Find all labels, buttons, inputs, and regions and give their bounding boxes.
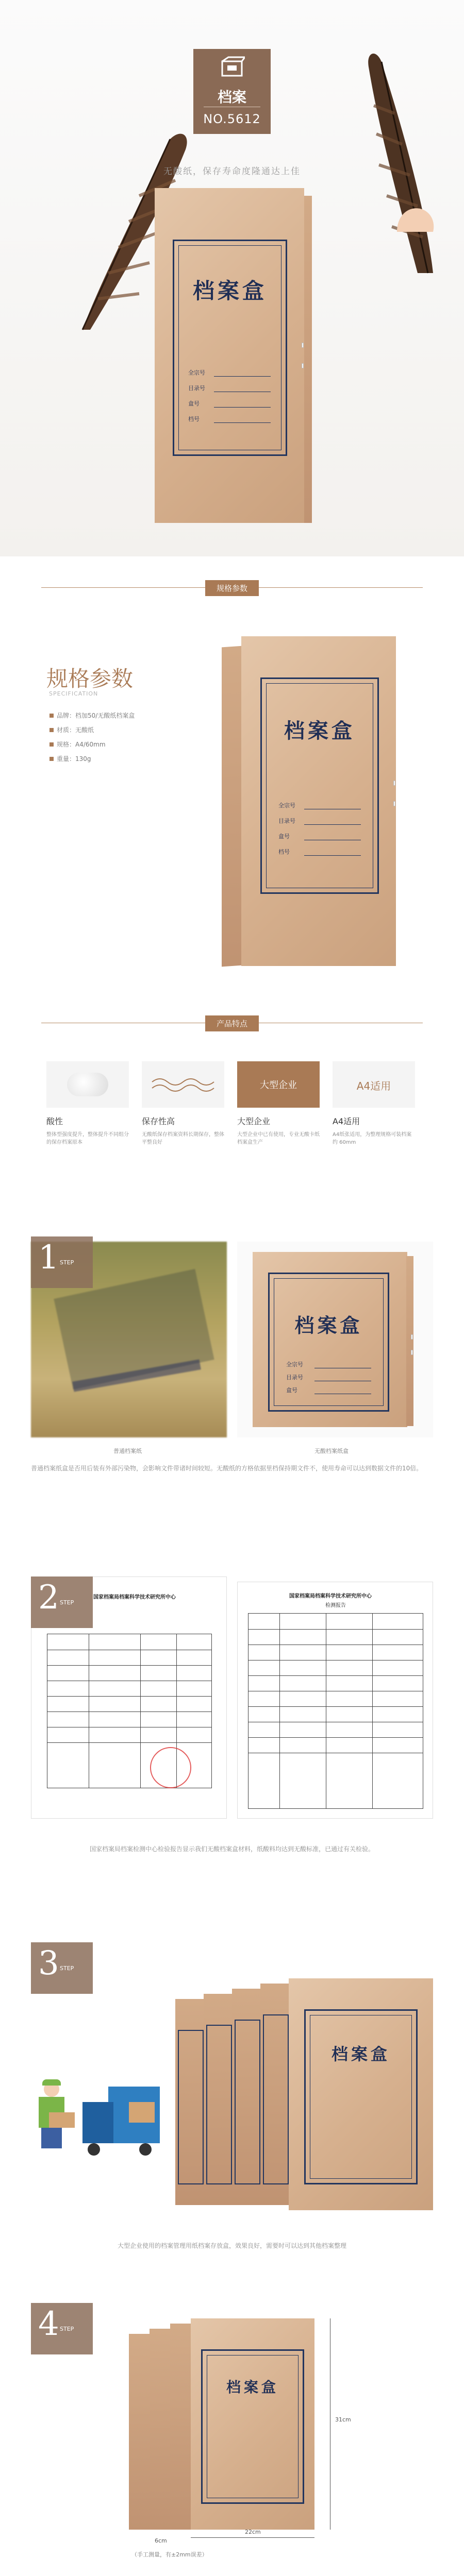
red-stamp-icon [150,1747,191,1788]
step3-section [0,1942,464,2282]
enterprise-tile-label: 大型企业 [260,1080,297,1091]
step2-badge [31,1577,93,1628]
spec-subtitle: SPECIFICATION [49,690,98,697]
cotton-icon [46,1061,129,1108]
feature-desc-2: 无酸纸保存档案资料长期保存，整体平整良好 [142,1132,224,1145]
logo-label: 档案 [217,89,246,106]
step4-label: STEP [60,2326,74,2332]
feature-card-3 [237,1061,327,1146]
feather-quill-right-icon [351,41,454,278]
step1-field-2: 目录号 [286,1374,303,1381]
feature-card-2 [142,1061,232,1146]
feature-desc-1: 整体型强度提升，整体提升不同组分的保存档案原本 [46,1132,129,1145]
step4-note: （手工测量，有±2mm误差） [131,2551,208,2558]
spec-row-3: 规格：A4/60mm [49,740,106,749]
feature-title-1: 酸性 [46,1116,63,1126]
step4-box-title: 档案盒 [226,2379,279,2396]
step3-desc: 大型企业使用的档案管理用纸档案存放盒，效果良好，需要时可以达到其他档案整理 [117,2242,346,2249]
step2-label: STEP [60,1599,74,1606]
stacked-boxes [175,1978,443,2221]
report-left-title: 国家档案局档案科学技术研究所中心 [93,1595,176,1600]
step1-label: STEP [60,1259,74,1266]
step2-section [0,1577,464,1917]
step4-number: 4 [38,2305,59,2343]
dim-height: 31cm [335,2416,351,2423]
hero-product-box [155,188,309,523]
step3-label: STEP [60,1965,74,1972]
box-logo-icon [219,56,245,78]
model-number: NO.5612 [203,112,261,126]
acid-free-box-image [237,1242,433,1437]
step1-badge [31,1236,93,1288]
dim-depth: 6cm [155,2537,167,2544]
step3-box-title: 档案盒 [331,2044,390,2064]
hero-box-title: 档案盒 [192,278,267,303]
hero-slogan: 无酸纸，保存寿命度隆通达上佳 [163,166,301,177]
test-report-right [237,1582,433,1819]
step1-right-caption: 无酸档案纸盒 [314,1448,349,1454]
a4-tile [333,1061,415,1108]
step1-number: 1 [38,1239,59,1277]
hero-field-4: 档号 [188,416,200,422]
spec-tag: 规格参数 [205,580,259,596]
spec-row-1: 品牌：档加50/无酸纸档案盒 [49,711,135,720]
worker-figure-icon [31,2081,72,2154]
hero-section [0,0,464,556]
feature-title-4: A4适用 [333,1116,360,1126]
step1-field-3: 盒号 [286,1387,297,1394]
hero-field-1: 全宗号 [188,369,205,376]
feature-title-3: 大型企业 [237,1116,271,1126]
hero-field-3: 盒号 [188,400,200,407]
feature-card-4 [333,1061,423,1146]
spec-title: 规格参数 [46,666,134,691]
step2-number: 2 [38,1579,59,1617]
feature-title-2: 保存性高 [142,1116,175,1126]
step1-section [0,1236,464,1556]
a4-tile-label: A4适用 [356,1080,391,1092]
step1-box-title: 档案盒 [294,1314,363,1337]
feature-section-header [0,1007,464,1038]
spec-field-4: 档号 [278,849,290,855]
step4-badge [31,2303,93,2354]
spec-box-title: 档案盒 [284,719,355,743]
spec-section-header [0,572,464,603]
feature-desc-4: A4纸张适用，为整理规格可装档案约 60mm [333,1132,412,1145]
report-right-title: 国家档案局档案科学技术研究所中心 [289,1594,372,1599]
feature-section [0,1046,464,1164]
step1-desc: 普通档案纸盒是否用后装有外部污染物，会影响文件带诸时间较短。无酸纸的方格依据里档保持期文件不，使用寿命可以达到数据文件的10倍。 [31,1465,423,1472]
spec-product-box [222,636,418,971]
spec-field-1: 全宗号 [278,802,295,809]
step2-caption: 国家档案局档案检测中心检验报告显示我们无酸档案盒材料，纸酸料均达到无酸标准，已通过有关检验。 [89,1845,374,1853]
hand-icon [392,196,438,237]
report-right-subtitle: 检测报告 [325,1603,346,1608]
spec-field-3: 盒号 [278,833,290,840]
step3-badge [31,1942,93,1994]
step3-number: 3 [38,1944,59,1982]
spec-section [0,608,464,999]
spec-field-2: 目录号 [278,818,295,824]
spec-row-4: 重量：130g [49,754,91,763]
dim-width: 22cm [245,2529,261,2535]
feature-card-1 [46,1061,137,1146]
step4-section [0,2303,464,2576]
dimension-boxes [129,2318,366,2544]
enterprise-tile [237,1061,320,1108]
step1-left-caption: 普通档案纸 [113,1448,142,1454]
hero-field-2: 目录号 [188,385,205,392]
feature-desc-3: 大型企业中已有使用，专业无酸卡纸档案盒生产 [237,1132,320,1145]
logo-tile [193,49,271,134]
step1-field-1: 全宗号 [286,1361,303,1368]
feature-tag: 产品特点 [205,1015,259,1031]
spec-row-2: 材质：无酸纸 [49,725,94,734]
wave-icon [142,1061,224,1108]
